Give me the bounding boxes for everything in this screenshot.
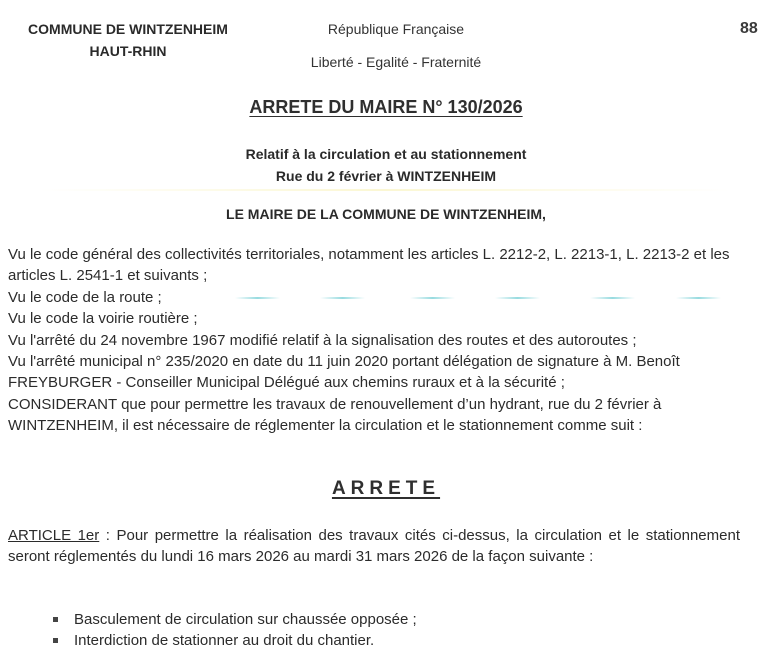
visas-section	[8, 244, 740, 437]
commune-header	[0, 18, 256, 62]
list-item	[48, 609, 417, 630]
scan-artifact-line	[40, 189, 730, 191]
square-bullet-icon	[53, 638, 58, 643]
list-item	[48, 630, 417, 651]
list-item-text: Interdiction de stationner au droit du chantier.	[74, 632, 375, 650]
visa-item: Vu l'arrêté municipal n° 235/2020 en date du 11 juin 2020 portant délégation de signature à M. Benoît FREYBURGER - Conseiller Municipal Délégué aux chemins ruraux et à la sécurité ;	[8, 353, 680, 392]
scan-artifact-dash	[235, 297, 280, 299]
arrete-heading-text: ARRETE	[331, 478, 441, 499]
page-number: 88	[740, 20, 758, 37]
document-title-text: ARRETE DU MAIRE N° 130/2026	[249, 97, 523, 117]
article-1-label: ARTICLE 1er	[8, 527, 100, 544]
republique-label: République Française	[327, 21, 465, 37]
arrete-heading	[0, 478, 772, 500]
devise-label: Liberté - Egalité - Fraternité	[310, 54, 482, 70]
subtitle-line-1: Relatif à la circulation et au stationnement	[245, 146, 527, 162]
maire-heading: LE MAIRE DE LA COMMUNE DE WINTZENHEIM,	[226, 206, 546, 222]
visa-item: Vu le code de la route ;	[8, 288, 162, 306]
article-1-bullet-list	[48, 609, 417, 652]
list-item-text: Basculement de circulation sur chaussée opposée ;	[74, 611, 417, 628]
visa-item: Vu le code la voirie routière ;	[8, 310, 198, 328]
article-1	[8, 525, 740, 568]
considerant-item: CONSIDERANT que pour permettre les travaux de renouvellement d’un hydrant, rue du 2 février à WINTZENHEIM, il est nécessaire de réglementer la circulation et le stationnement comme suit :	[8, 395, 662, 435]
scan-artifact-dash	[590, 297, 635, 299]
scan-artifact-dash	[320, 297, 365, 299]
document-subtitle	[0, 143, 772, 187]
document-title	[0, 97, 772, 118]
scan-artifact-dash	[410, 297, 455, 299]
article-1-text: : Pour permettre la réalisation des travaux cités ci-dessus, la circulation et le stationnement seront réglementés du lundi 16 mars 2026 au mardi 31 mars 2026 de la façon suivante :	[8, 527, 740, 566]
subtitle-line-2: Rue du 2 février à WINTZENHEIM	[275, 168, 497, 184]
scan-artifact-dash	[676, 297, 721, 299]
square-bullet-icon	[53, 617, 58, 622]
scan-artifact-dash	[495, 297, 540, 299]
commune-name: COMMUNE DE WINTZENHEIM	[28, 21, 228, 37]
department-name: HAUT-RHIN	[89, 43, 167, 59]
visa-item: Vu l'arrêté du 24 novembre 1967 modifié relatif à la signalisation des routes et des autoroutes ;	[8, 331, 637, 349]
visa-item: Vu le code général des collectivités territoriales, notamment les articles L. 2212-2, L. 2213-1, L. 2213-2 et les articles L. 2541-1 et suivants ;	[8, 246, 730, 285]
